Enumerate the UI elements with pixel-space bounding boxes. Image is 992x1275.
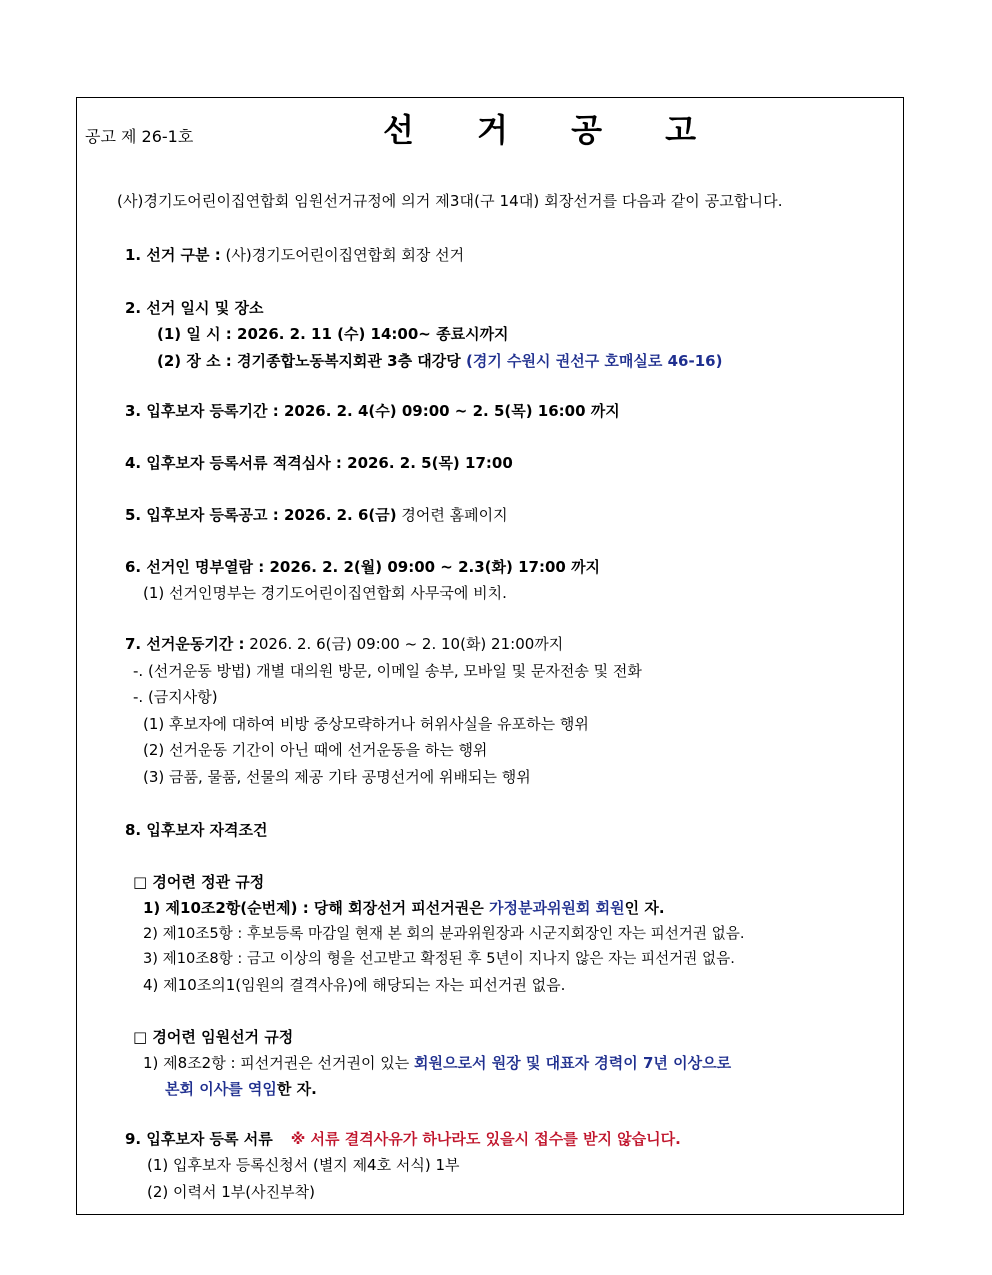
section-9	[125, 1129, 681, 1149]
section-7-item-3: (3) 금품, 물품, 선물의 제공 기타 공명선거에 위배되는 행위	[143, 768, 531, 786]
section-8-group-1-heading: □ 경어련 정관 규정	[133, 873, 265, 891]
section-5	[125, 505, 508, 525]
section-7-label: 7. 선거운동기간 :	[125, 635, 245, 653]
rule-1-tail: 인 자.	[624, 899, 665, 917]
section-7-item-1: (1) 후보자에 대하여 비방 중상모략하거나 허위사실을 유포하는 행위	[143, 715, 589, 733]
section-1-label: 1. 선거 구분 :	[125, 246, 221, 264]
section-9-item-1: (1) 입후보자 등록신청서 (별지 제4호 서식) 1부	[147, 1156, 460, 1174]
section-8-group-2-rule-1-cont	[165, 1079, 317, 1099]
section-5-label: 5. 입후보자 등록공고 : 2026. 2. 6(금)	[125, 506, 397, 524]
intro-text: (사)경기도어린이집연합회 임원선거규정에 의거 제3대(구 14대) 회장선거를 다음과 같이 공고합니다.	[117, 192, 783, 210]
section-8-group-2-heading: □ 경어련 임원선거 규정	[133, 1028, 294, 1046]
section-7-value: 2026. 2. 6(금) 09:00 ~ 2. 10(화) 21:00까지	[244, 635, 564, 653]
section-7-dash-2: -. (금지사항)	[133, 688, 218, 706]
section-8-group-1-rule-2: 2) 제10조5항 : 후보등록 마감일 현재 본 회의 분과위원장과 시군지회장인 자는 피선거권 없음.	[143, 925, 745, 942]
section-8-group-1-rule-3: 3) 제10조8항 : 금고 이상의 형을 선고받고 확정된 후 5년이 지나지 않은 자는 피선거권 없음.	[143, 950, 735, 967]
section-8-label: 8. 입후보자 자격조건	[125, 821, 268, 839]
section-4: 4. 입후보자 등록서류 적격심사 : 2026. 2. 5(목) 17:00	[125, 454, 513, 472]
section-1-value: (사)경기도어린이집연합회 회장 선거	[220, 246, 465, 264]
section-9-note: ※ 서류 결격사유가 하나라도 있을시 접수를 받지 않습니다.	[290, 1130, 681, 1148]
section-2-item-2-address: (경기 수원시 권선구 호매실로 46-16)	[465, 352, 723, 370]
section-8-group-2-rule-1	[143, 1053, 731, 1073]
rule-g2-highlight-2: 본회 이사를 역임	[165, 1080, 277, 1098]
section-7	[125, 634, 563, 654]
section-7-item-2: (2) 선거운동 기간이 아닌 때에 선거운동을 하는 행위	[143, 741, 488, 759]
section-5-value: 경어련 홈페이지	[396, 506, 508, 524]
section-8-group-1-rule-1	[143, 898, 665, 918]
section-2-item-2	[157, 351, 722, 371]
notice-number: 공고 제 26-1호	[85, 127, 194, 146]
rule-g2-highlight: 회원으로서 원장 및 대표자 경력이 7년 이상으로	[414, 1054, 732, 1072]
rule-1-highlight: 가정분과위원회 회원	[488, 899, 625, 917]
section-6-item-1: (1) 선거인명부는 경기도어린이집연합회 사무국에 비치.	[143, 584, 507, 602]
section-9-item-2: (2) 이력서 1부(사진부착)	[147, 1183, 315, 1201]
notice-frame	[76, 97, 904, 1215]
section-2-item-1: (1) 일 시 : 2026. 2. 11 (수) 14:00~ 종료시까지	[157, 325, 509, 343]
section-2-label: 2. 선거 일시 및 장소	[125, 299, 264, 317]
rule-g2-text: 1) 제8조2항 : 피선거권은 선거권이 있는	[143, 1054, 415, 1072]
section-6-label: 6. 선거인 명부열람 : 2026. 2. 2(월) 09:00 ~ 2.3(화) 17:00 까지	[125, 558, 601, 576]
section-1	[125, 245, 464, 265]
rule-1-text: 1) 제10조2항(순번제) : 당해 회장선거 피선거권은	[143, 899, 489, 917]
rule-g2-tail: 한 자.	[276, 1080, 317, 1098]
section-7-dash-1: -. (선거운동 방법) 개별 대의원 방문, 이메일 송부, 모바일 및 문자전송 및 전화	[133, 662, 642, 680]
section-2-item-2-place: (2) 장 소 : 경기종합노동복지회관 3층 대강당	[157, 352, 466, 370]
section-9-label: 9. 입후보자 등록 서류	[125, 1130, 273, 1148]
section-8-group-1-rule-4: 4) 제10조의1(임원의 결격사유)에 해당되는 자는 피선거권 없음.	[143, 976, 566, 994]
section-3: 3. 입후보자 등록기간 : 2026. 2. 4(수) 09:00 ~ 2. 5(목) 16:00 까지	[125, 402, 620, 420]
page-title: 선 거 공 고	[383, 111, 723, 149]
